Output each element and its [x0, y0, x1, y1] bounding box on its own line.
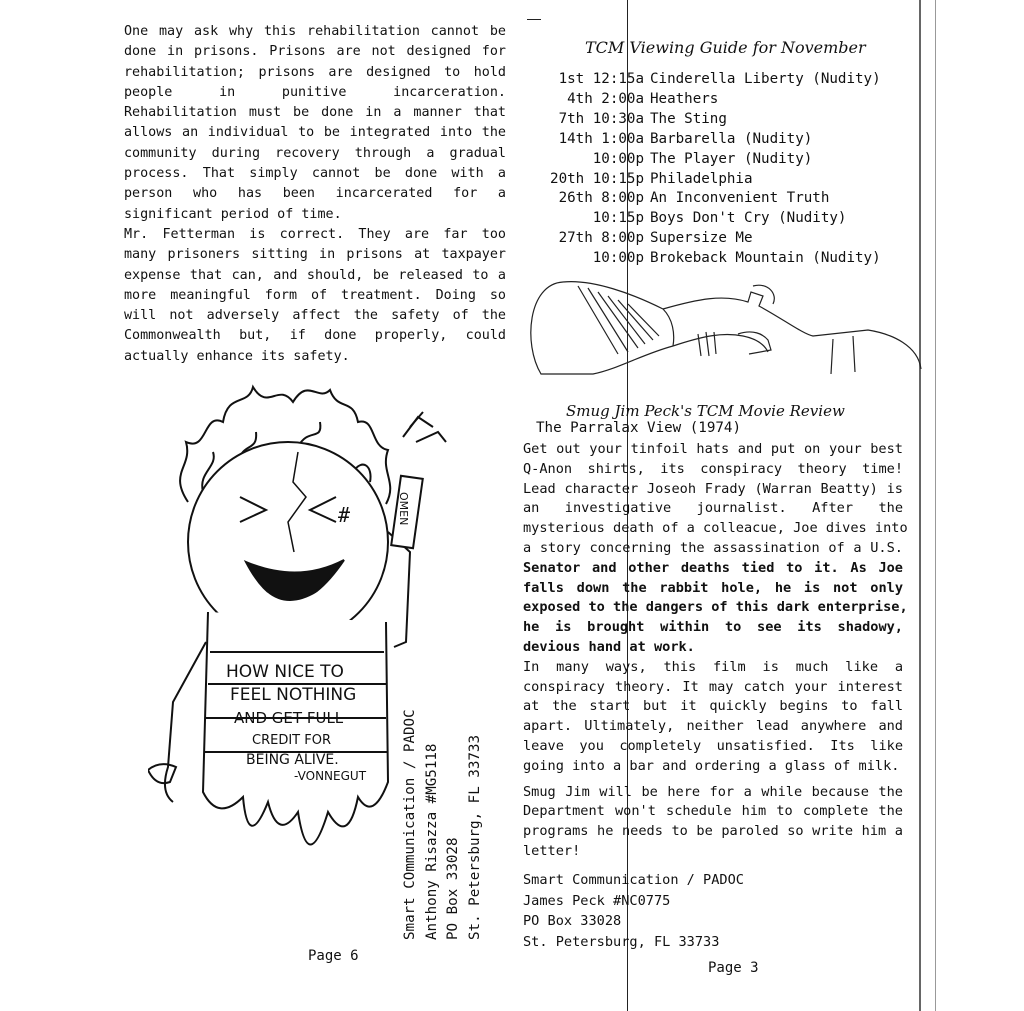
schedule-movie-title: The Player (Nudity) [650, 150, 813, 167]
schedule-date-time: 27th 8:00p [558, 230, 644, 247]
article-line: many prisoners sitting in prisons at taxpayer [124, 247, 506, 263]
article-line: Rehabilitation must be done in a manner that [124, 105, 506, 121]
review-line: devious hand at work. [523, 638, 695, 655]
caption-line-5: BEING ALIVE. [246, 752, 339, 768]
schedule-date-time: 14th 1:00a [558, 130, 644, 147]
article-line: person who has been incarcerated for a [124, 186, 506, 202]
schedule-row [540, 209, 881, 229]
left-page-number: Page 6 [308, 948, 359, 964]
article-line: will not adversely affect the safety of the [124, 308, 506, 324]
review-line: In many ways, this film is much like a [523, 658, 903, 675]
article-line: community during recovery through a gradual [124, 145, 506, 161]
schedule-date-time: 10:15p [592, 210, 644, 227]
review-line: falls down the rabbit hole, he is not only [523, 579, 903, 596]
schedule-row [540, 229, 881, 249]
review-line: programs he needs to be paroled so write him a [523, 823, 903, 840]
left-mailing-address [400, 709, 486, 940]
caption-line-3: AND GET FULL [234, 709, 344, 727]
cartoon-body [203, 612, 388, 845]
sleeping-figure-illustration [523, 274, 923, 384]
schedule-movie-title: Supersize Me [650, 230, 753, 247]
schedule-row [540, 110, 881, 130]
signature-line: James Peck #NC0775 [523, 892, 671, 909]
review-title: Smug Jim Peck's TCM Movie Review [566, 402, 845, 420]
schedule-row [540, 90, 881, 110]
article-line: more meaningful form of treatment. Doing so [124, 287, 506, 303]
address-line: Smart COmmunication / PADOC [402, 709, 418, 940]
review-line: he is brought within to see its shadowy, [523, 619, 903, 636]
sign-text: OMEN [397, 492, 410, 526]
article-line: Mr. Fetterman is correct. They are far too [124, 226, 506, 242]
article-line: actually enhance its safety. [124, 348, 350, 364]
schedule-date-time: 10:00p [592, 150, 644, 167]
review-line: leave you completely unsatisfied. Its like [523, 737, 903, 754]
right-edge-line [919, 0, 921, 1011]
caption-line-2: FEEL NOTHING [230, 685, 357, 705]
signature-line: St. Petersburg, FL 33733 [523, 933, 720, 950]
review-line: mysterious death of a colleacue, Joe dives into [523, 520, 908, 537]
schedule-row [540, 130, 881, 150]
top-mark [527, 19, 541, 20]
schedule-date-time: 10:00p [592, 250, 644, 267]
review-line: going into a bar and ordering a glass of milk. [523, 757, 900, 774]
address-line: St. Petersburg, FL 33733 [466, 735, 483, 940]
review-line: Smug Jim will be here for a while because the [523, 783, 903, 800]
schedule-row [540, 249, 881, 269]
signature-line: PO Box 33028 [523, 913, 622, 930]
schedule-movie-title: Boys Don't Cry (Nudity) [650, 210, 847, 227]
schedule-row [540, 150, 881, 170]
schedule-date-time: 20th 10:15p [550, 170, 644, 187]
left-article-column [124, 22, 506, 367]
schedule-movie-title: Cinderella Liberty (Nudity) [650, 71, 881, 87]
schedule-row [540, 70, 881, 90]
review-line: a story concerning the assassination of a U.S. [523, 539, 903, 556]
signature-line: Smart Communication / PADOC [523, 872, 744, 888]
schedule-date-time: 7th 10:30a [558, 110, 644, 127]
article-line: significant period of time. [124, 206, 342, 222]
review-film-title: The Parralax View (1974) [536, 420, 741, 436]
article-line: done in prisons. Prisons are not designed for [124, 44, 506, 60]
svg-text:#: # [338, 503, 351, 527]
viewing-guide-title: TCM Viewing Guide for November [585, 38, 866, 57]
review-line: at the start but it quickly begins to fall [523, 698, 903, 715]
caption-line-4: CREDIT FOR [252, 733, 331, 748]
caption-line-1: HOW NICE TO [226, 662, 344, 682]
schedule-movie-title: The Sting [650, 110, 727, 127]
article-line: expense that can, and should, be released to a [124, 267, 506, 283]
review-line: Senator and other deaths tied to it. As Joe [523, 559, 903, 576]
schedule-date-time: 4th 2:00a [567, 90, 644, 107]
article-line: One may ask why this rehabilitation cannot be [124, 24, 506, 39]
article-line: Commonwealth but, if done properly, could [124, 328, 506, 344]
review-line: conspiracy theory. It may catch your interest [523, 678, 903, 695]
review-line: an investigative journalist. After the [523, 500, 903, 517]
review-body [523, 440, 908, 862]
review-line: Department won't schedule him to complete the [523, 803, 903, 820]
address-line: PO Box 33028 [445, 837, 461, 940]
review-line: Get out your tinfoil hats and put on your best [523, 441, 903, 457]
review-line: apart. Ultimately, neither lead anywhere and [523, 718, 903, 735]
movie-schedule [540, 70, 881, 269]
review-line: exposed to the dangers of this dark enterprise, [523, 599, 908, 616]
far-right-edge-line [935, 0, 936, 1011]
schedule-date-time: 1st 12:15a [558, 71, 644, 87]
article-line: people in punitive incarceration. [124, 84, 506, 100]
schedule-movie-title: An Inconvenient Truth [650, 190, 830, 207]
schedule-row [540, 189, 881, 209]
caption-attribution: -VONNEGUT [294, 769, 367, 783]
right-mailing-address [523, 870, 744, 952]
review-line: letter! [523, 842, 581, 859]
article-line: allows an individual to be integrated into the [124, 125, 506, 141]
schedule-movie-title: Brokeback Mountain (Nudity) [650, 250, 881, 267]
address-line: Anthony Risazza #MG5118 [423, 743, 440, 940]
right-page-number: Page 3 [708, 960, 759, 976]
schedule-date-time: 26th 8:00p [558, 190, 644, 207]
schedule-movie-title: Heathers [650, 90, 719, 107]
cartoon-head [188, 442, 388, 642]
article-line: process. That simply cannot be done with a [124, 166, 506, 182]
schedule-movie-title: Barbarella (Nudity) [650, 130, 813, 147]
article-line: rehabilitation; prisons are designed to hold [124, 64, 506, 80]
review-line: Q-Anon shirts, its conspiracy theory time! [523, 460, 903, 477]
schedule-movie-title: Philadelphia [650, 170, 753, 187]
schedule-row [540, 170, 881, 190]
review-line: Lead character Joseoh Frady (Warran Beatty) is [523, 480, 903, 497]
